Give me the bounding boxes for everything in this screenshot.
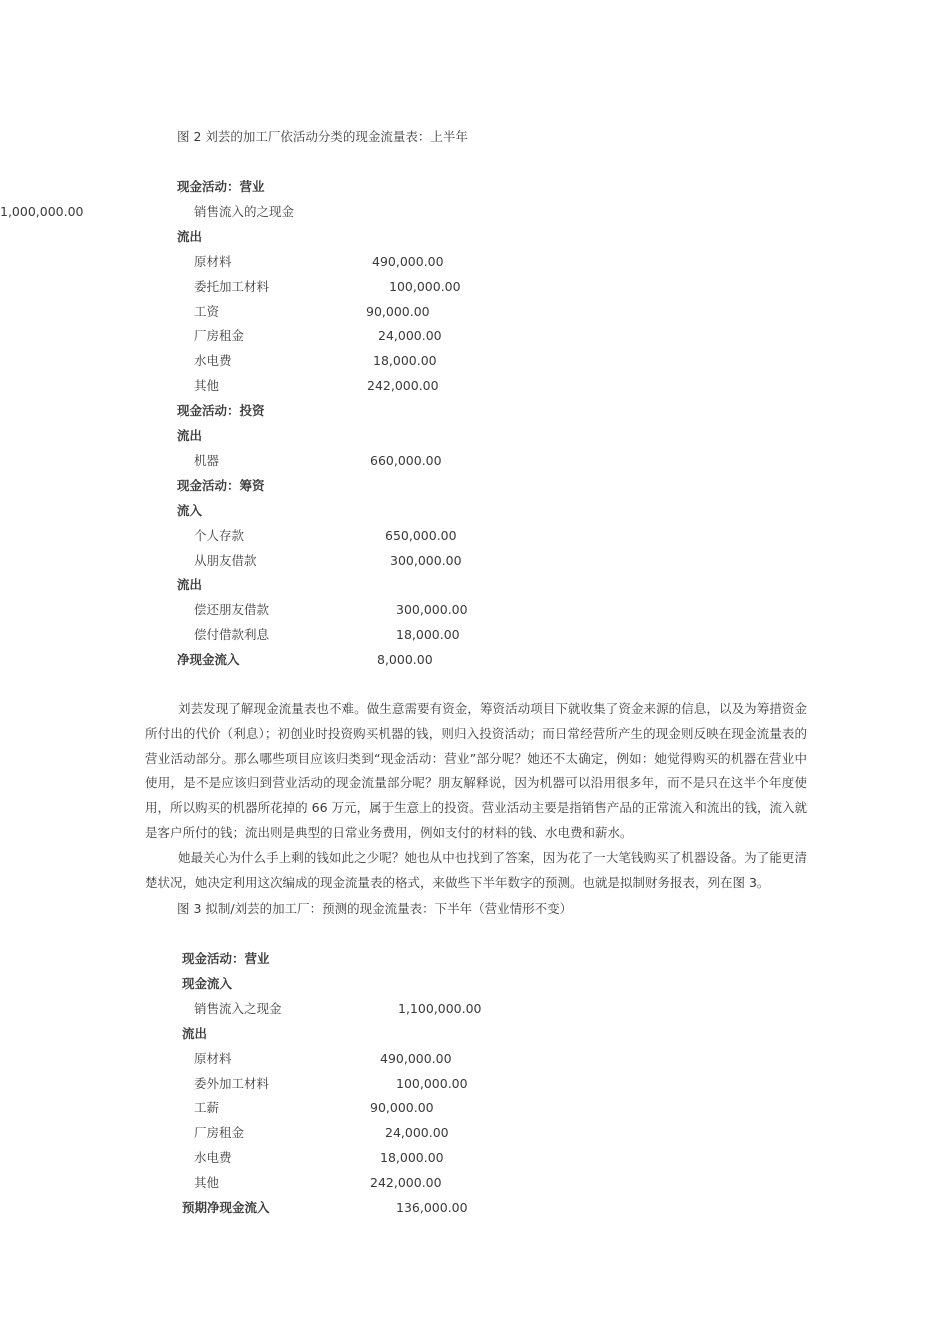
- row-amount: 242,000.00: [370, 1175, 442, 1191]
- section-heading: 预期净现金流入: [182, 1200, 270, 1215]
- section-heading: 流出: [177, 228, 203, 244]
- section-heading: 现金活动：营业: [177, 179, 265, 194]
- row-label: 原材料: [194, 253, 232, 269]
- row-amount: 490,000.00: [380, 1050, 452, 1066]
- row-amount: 300,000.00: [390, 552, 462, 568]
- row-amount: 660,000.00: [370, 452, 442, 468]
- row-label: 工薪: [194, 1100, 220, 1116]
- section-heading: 现金流入: [182, 975, 233, 991]
- row-label: 委托加工材料: [194, 278, 270, 294]
- paragraph-2: 她最关心为什么手上剩的钱如此之少呢？她也从中也找到了答案，因为花了一大笔钱购买了机器设备。为了能更清楚状况，她决定利用这次编成的现金流量表的格式，来做些下半年数字的预测。也就是拟制财务报表，列在图 3。: [145, 849, 807, 890]
- row-amount: 490,000.00: [372, 253, 444, 269]
- paragraph-1: 刘芸发现了解现金流量表也不难。做生意需要有资金，筹资活动项目下就收集了资金来源的信息，以及为筹措资金所付出的代价（利息）；初创业时投资购买机器的钱，则归入投资活动；而日常经营所产生的现金则反映在现金流量表的营业活动部分。那么哪些项目应该归类到“现金活动：营业”部分呢？她还不太确定，例如：她觉得购买的机器在营业中使用，是不是应该归到营业活动的现金流量部分呢？朋友解释说，因为机器可以沿用很多年，而不是只在这半个年度使用，所以购买的机器所花掉的 66 万元，属于生意上的投资。营业活动主要是指销售产品的正常流入和流出的钱，流入就是客户所付的钱；流出则是典型的日常业务费用，例如支付的材料的钱、水电费和薪水。: [145, 701, 807, 840]
- row-amount: 242,000.00: [367, 378, 439, 394]
- row-label: 水电费: [194, 1150, 232, 1166]
- row-label: 原材料: [194, 1050, 232, 1066]
- row-label: 偿付借款利息: [194, 627, 270, 643]
- row-amount: 650,000.00: [385, 527, 457, 543]
- row-label: 工资: [194, 303, 220, 319]
- row-amount: 18,000.00: [373, 353, 437, 369]
- row-amount: 1,000,000.00: [0, 203, 84, 219]
- row-label: 销售流入的之现金: [194, 203, 295, 219]
- row-label: 偿还朋友借款: [194, 602, 270, 618]
- row-label: 其他: [194, 1175, 220, 1191]
- row-label: 机器: [194, 452, 220, 468]
- section-heading: 流出: [177, 428, 203, 443]
- section-heading: 现金活动：营业: [182, 951, 270, 966]
- section-heading: 现金活动：筹资: [177, 477, 265, 493]
- row-amount: 18,000.00: [380, 1150, 444, 1166]
- body-text: [145, 697, 807, 895]
- row-amount: 100,000.00: [389, 278, 461, 294]
- row-amount: 8,000.00: [377, 652, 433, 668]
- section-heading: 现金活动：投资: [177, 403, 265, 419]
- row-label: 厂房租金: [194, 1125, 245, 1141]
- row-label: 其他: [194, 378, 220, 394]
- row-label: 销售流入之现金: [194, 1000, 282, 1016]
- row-label: 委外加工材料: [194, 1075, 270, 1091]
- figure2-caption: 图 2 刘芸的加工厂依活动分类的现金流量表：上半年: [177, 129, 468, 144]
- row-amount: 1,100,000.00: [398, 1000, 482, 1016]
- section-heading: 流出: [182, 1025, 208, 1041]
- row-label: 厂房租金: [194, 328, 245, 344]
- section-heading: 流出: [177, 577, 203, 593]
- row-label: 个人存款: [194, 527, 245, 543]
- row-label: 从朋友借款: [194, 552, 257, 568]
- row-amount: 136,000.00: [396, 1200, 468, 1215]
- row-label: 水电费: [194, 353, 232, 369]
- row-amount: 18,000.00: [396, 627, 460, 643]
- section-heading: 净现金流入: [177, 652, 240, 668]
- section-heading: 流入: [177, 502, 203, 518]
- figure3-caption: 图 3 拟制/刘芸的加工厂：预测的现金流量表：下半年（营业情形不变）: [177, 901, 573, 916]
- row-amount: 90,000.00: [370, 1100, 434, 1116]
- row-amount: 24,000.00: [378, 328, 442, 344]
- row-amount: 24,000.00: [385, 1125, 449, 1141]
- row-amount: 300,000.00: [396, 602, 468, 618]
- row-amount: 100,000.00: [396, 1075, 468, 1091]
- row-amount: 90,000.00: [366, 303, 430, 319]
